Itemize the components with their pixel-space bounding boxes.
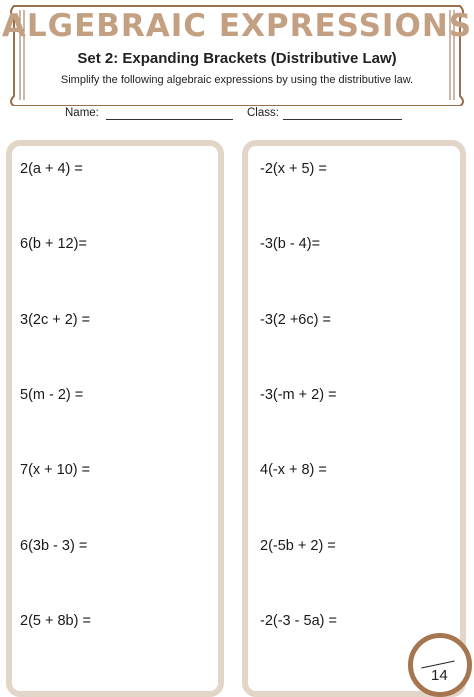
problem-right-7: -2(-3 - 5a) = [260, 613, 337, 629]
problem-left-5: 7(x + 10) = [20, 462, 91, 478]
worksheet-instructions: Simplify the following algebraic expressions by using the distributive law. [60, 74, 414, 86]
problem-left-6: 6(3b - 3) = [20, 538, 88, 554]
problem-right-5: 4(-x + 8) = [260, 462, 327, 478]
class-label: Class: [247, 107, 279, 119]
name-line[interactable] [106, 119, 233, 120]
problem-left-2: 6(b + 12)= [20, 236, 87, 252]
problem-left-4: 5(m - 2) = [20, 387, 84, 403]
problem-right-1: -2(x + 5) = [260, 161, 327, 177]
page-number-badge [408, 633, 472, 697]
page-number: 14 [431, 667, 448, 684]
problem-left-3: 3(2c + 2) = [20, 312, 91, 328]
problem-left-1: 2(a + 4) = [20, 161, 83, 177]
problem-left-7: 2(5 + 8b) = [20, 613, 91, 629]
problem-right-6: 2(-5b + 2) = [260, 538, 336, 554]
worksheet-title: ALGEBRAIC EXPRESSIONS [1, 8, 473, 44]
worksheet-subtitle: Set 2: Expanding Brackets (Distributive Law) [77, 50, 397, 67]
class-line[interactable] [283, 119, 402, 120]
name-label: Name: [65, 107, 99, 119]
problem-right-2: -3(b - 4)= [260, 236, 321, 252]
problem-right-3: -3(2 +6c) = [260, 312, 331, 328]
problem-right-4: -3(-m + 2) = [260, 387, 337, 403]
